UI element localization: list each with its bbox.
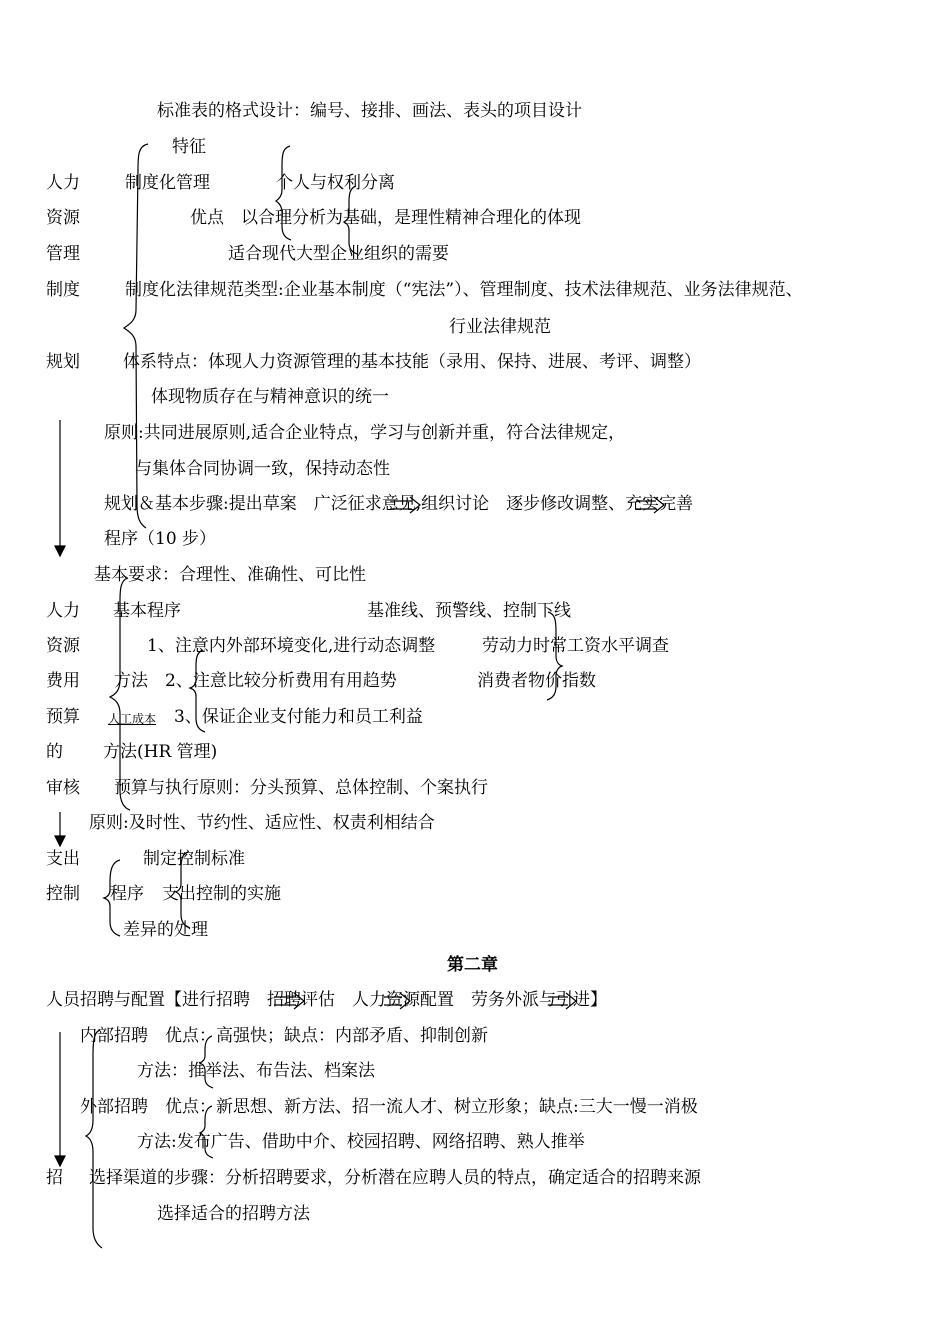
method-3-line: 3、保证企业支付能力和员工利益 — [174, 707, 423, 727]
advantages-line: 优点 以合理分析为基础，是理性精神合理化的体现 — [190, 208, 581, 228]
system-features-line: 体系特点：体现人力资源管理的基本技能（录用、保持、进展、考评、调整） — [123, 352, 701, 372]
unity-line: 体现物质存在与精神意识的统一 — [151, 387, 389, 407]
method-1-line: 1、注意内外部环境变化,进行动态调整 — [147, 636, 436, 656]
labor-cost-label: 人工成本 — [108, 712, 157, 726]
institutionalized-management: 制度化管理 — [125, 173, 210, 193]
side-label-expenditure: 支出 — [46, 849, 80, 869]
basic-procedure-label: 基本程序 — [113, 601, 181, 621]
side-label-of: 的 — [46, 742, 63, 762]
procedure-steps-line: 程序（10 步） — [104, 529, 217, 549]
baseline-line: 基准线、预警线、控制下线 — [367, 601, 571, 621]
side-label-control: 控制 — [46, 884, 80, 904]
side-label-resources-2: 资源 — [46, 636, 80, 656]
principles-line: 原则:共同进展原则,适合企业特点，学习与创新并重，符合法律规定， — [104, 423, 626, 443]
arrow-head-section1 — [55, 546, 65, 556]
cpi-line: 消费者物价指数 — [477, 671, 596, 691]
budget-principle-line: 预算与执行原则：分头预算、总体控制、个案执行 — [114, 778, 488, 798]
side-label-management: 管理 — [46, 244, 80, 264]
side-label-resources: 资源 — [46, 208, 80, 228]
side-label-hr-2: 人力 — [46, 601, 80, 621]
method-label: 方法 — [114, 671, 148, 691]
side-label-budget: 预算 — [46, 707, 80, 727]
arrow-head-recruit — [55, 1156, 65, 1166]
control-principle-line: 原则:及时性、节约性、适应性、权责利相结合 — [89, 813, 435, 833]
recruitment-overview-line: 人员招聘与配置【进行招聘 招聘评估 人力资源配置 劳务外派与引进】 — [46, 990, 607, 1010]
side-label-system: 制度 — [46, 280, 80, 300]
chapter-title: 第二章 — [447, 955, 498, 975]
internal-recruitment-line: 内部招聘 优点：高强快；缺点：内部矛盾、抑制创新 — [80, 1026, 488, 1046]
side-label-planning: 规划 — [46, 352, 80, 372]
control-procedure-label: 程序 — [110, 884, 144, 904]
arrow-head-section2 — [55, 836, 65, 846]
steps-line: 规划＆基本步骤:提出草案 广泛征求意见,组织讨论 逐步修改调整、充实完善 — [104, 494, 694, 514]
standard-table-line: 标准表的格式设计：编号、接排、画法、表头的项目设计 — [157, 101, 582, 121]
hr-method-line: 方法(HR 管理) — [103, 742, 218, 762]
external-recruitment-line: 外部招聘 优点：新思想、新方法、招一流人才、树立形象；缺点:三大一慢一消极 — [80, 1097, 698, 1117]
control-standard-line: 制定控制标准 — [143, 849, 245, 869]
side-label-recruit: 招 — [46, 1168, 63, 1188]
suitable-line: 适合现代大型企业组织的需要 — [228, 244, 449, 264]
basic-requirements-line: 基本要求：合理性、准确性、可比性 — [94, 565, 366, 585]
difference-handling-line: 差异的处理 — [123, 920, 208, 940]
collective-line: 与集体合同协调一致，保持动态性 — [135, 459, 390, 479]
internal-methods-line: 方法：推举法、布告法、档案法 — [137, 1061, 375, 1081]
side-label-cost: 费用 — [46, 671, 80, 691]
side-label-review: 审核 — [46, 778, 80, 798]
select-method-line: 选择适合的招聘方法 — [157, 1204, 310, 1224]
method-2-line: 2、注意比较分析费用有用趋势 — [165, 671, 397, 691]
brace-recruitment — [86, 1030, 102, 1248]
labor-survey-line: 劳动力时常工资水平调查 — [482, 636, 669, 656]
side-label-hr: 人力 — [46, 173, 80, 193]
channel-steps-line: 选择渠道的步骤：分析招聘要求，分析潜在应聘人员的特点，确定适合的招聘来源 — [89, 1168, 701, 1188]
separation-line: 个人与权利分离 — [276, 173, 395, 193]
external-methods-line: 方法:发布广告、借助中介、校园招聘、网络招聘、熟人推举 — [137, 1132, 585, 1152]
features-label: 特征 — [172, 137, 206, 157]
industry-norm-line: 行业法律规范 — [449, 317, 551, 337]
norm-types-line: 制度化法律规范类型:企业基本制度（“宪法”）、管理制度、技术法律规范、业务法律规范、 — [125, 280, 803, 300]
control-implement-line: 支出控制的实施 — [162, 884, 281, 904]
